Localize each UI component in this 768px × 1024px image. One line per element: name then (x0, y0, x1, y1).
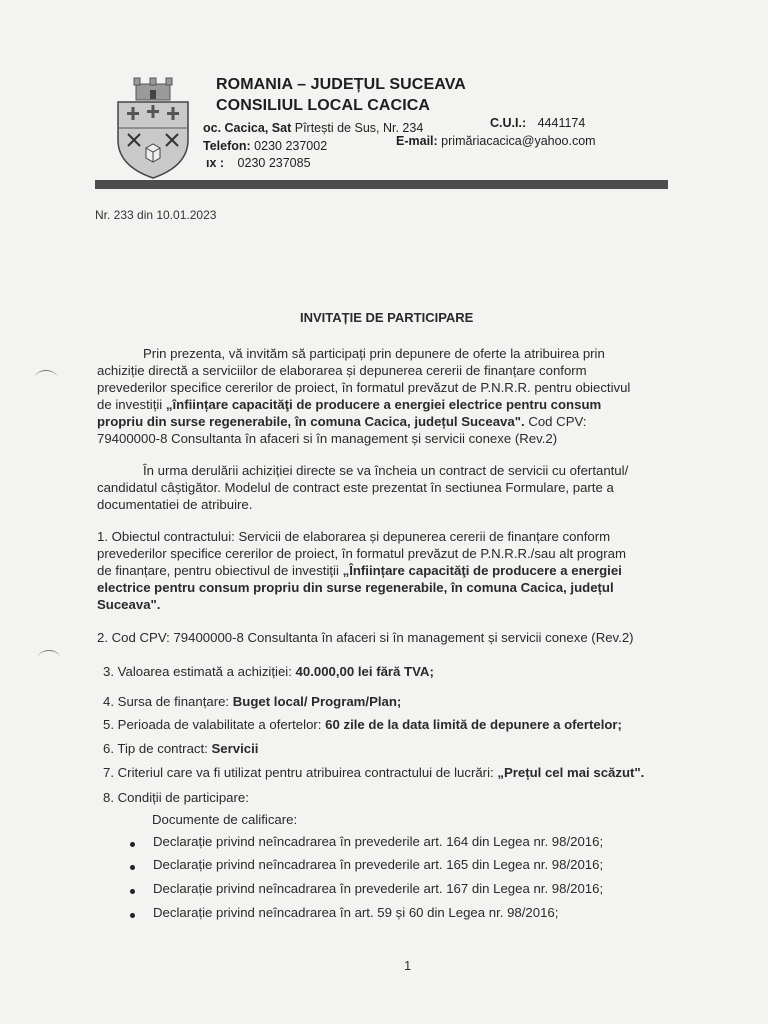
item4-label: 4. Sursa de finanțare: (103, 694, 233, 709)
item1-line-1: 1. Obiectul contractului: Servicii de elaborarea și depunerea cererii de finanțare conform (97, 529, 611, 544)
page-number: 1 (404, 958, 412, 973)
header-divider (95, 180, 668, 189)
item-3-value (103, 664, 434, 679)
phone-value: 0230 237002 (254, 139, 328, 153)
address-value: Pîrtești de Sus, Nr. 234 (294, 121, 424, 135)
item-2-cpv: 2. Cod CPV: 79400000-8 Consultanta în afaceri si în management și servicii conexe (Rev.2) (97, 630, 634, 645)
header-county-title: ROMANIA – JUDEȚUL SUCEAVA (216, 76, 466, 93)
item-1-contract-object (97, 528, 705, 613)
email-value: primăriacacica@yahoo.com (441, 134, 596, 148)
phone-label: Telefon: (203, 139, 251, 153)
qualification-docs-heading: Documente de calificare: (152, 812, 298, 827)
item1-line-3a: de finanțare, pentru obiectivul de investiții (97, 563, 343, 578)
contract-paragraph (97, 462, 705, 513)
address-label: oc. Cacica, Sat (203, 121, 292, 135)
item-7-criterion (103, 765, 644, 780)
item-5-validity (103, 717, 622, 732)
item1-line-3b: „Înființare capacităţi de producere a energiei (342, 563, 622, 578)
header-fax (206, 156, 311, 170)
item6-value: Servicii (211, 741, 259, 756)
bullet-item: Declarație privind neîncadrarea în prevederile art. 167 din Legea nr. 98/2016; (153, 881, 604, 896)
header-phone (203, 139, 327, 153)
item-4-funding (103, 694, 401, 709)
para2-line-1: În urma derulării achiziției directe se va încheia un contract de servicii cu ofertantul/ (143, 463, 629, 478)
item7-label: 7. Criteriul care va fi utilizat pentru atribuirea contractului de lucrări: (103, 765, 498, 780)
email-label: E-mail: (396, 134, 438, 148)
intro-line-5a: propriu din surse regenerabile, în comuna Cacica, județul Suceava". (97, 414, 525, 429)
header-address (203, 121, 423, 135)
punch-hole-mark (38, 650, 60, 665)
item1-line-2: prevederilor specifice cererilor de proiect, în formatul prevăzut de P.N.R.R./sau alt program (97, 546, 626, 561)
item6-label: 6. Tip de contract: (103, 741, 212, 756)
intro-line-4a: de investiții (97, 397, 166, 412)
item1-line-4: electrice pentru consum propriu din surse regenerabile, în comuna Cacica, județul (97, 580, 614, 595)
bullet-item: Declarație privind neîncadrarea în prevederile art. 164 din Legea nr. 98/2016; (153, 834, 604, 849)
header-council-title: CONSILIUL LOCAL CACICA (216, 97, 431, 114)
intro-line-4b: „înființare capacităţi de producere a energiei electrice pentru consum (165, 397, 602, 412)
bullet-icon (130, 913, 135, 918)
bullet-item: Declarație privind neîncadrarea în art. 59 și 60 din Legea nr. 98/2016; (153, 905, 559, 920)
bullet-icon (130, 842, 135, 847)
bullet-item: Declarație privind neîncadrarea în prevederile art. 165 din Legea nr. 98/2016; (153, 857, 604, 872)
item4-value: Buget local/ Program/Plan; (232, 694, 402, 709)
registration-number: Nr. 233 din 10.01.2023 (95, 208, 217, 222)
item1-line-5: Suceava". (97, 597, 161, 612)
item3-label: 3. Valoarea estimată a achiziției: (103, 664, 296, 679)
intro-line-6: 79400000-8 Consultanta în afaceri si în management și servicii conexe (Rev.2) (97, 431, 558, 446)
item5-label: 5. Perioada de valabilitate a ofertelor: (103, 717, 326, 732)
item5-value: 60 zile de la data limită de depunere a ofertelor; (325, 717, 622, 732)
bullet-icon (130, 865, 135, 870)
header-email (396, 134, 596, 148)
coat-of-arms-icon (112, 74, 194, 180)
fax-value: 0230 237085 (237, 156, 311, 170)
para2-line-3: documentatiei de atribuire. (97, 497, 253, 512)
para2-line-2: candidatul câștigător. Modelul de contract este prezentat în sectiunea Formulare, parte a (97, 480, 614, 495)
header-cui (490, 116, 585, 130)
fax-label: ıx : (206, 156, 225, 170)
item-8-conditions: 8. Condiții de participare: (103, 790, 249, 805)
intro-line-3: prevederilor specifice cererilor de proiect, în formatul prevăzut de P.N.R.R. pentru obiectivul (97, 380, 631, 395)
cui-value: 4441174 (537, 116, 586, 130)
cui-label: C.U.I.: (490, 116, 527, 130)
item7-value: „Prețul cel mai scăzut". (497, 765, 645, 780)
item-6-contract-type (103, 741, 258, 756)
bullet-icon (130, 889, 135, 894)
item3-value: 40.000,00 lei fără TVA; (295, 664, 434, 679)
intro-line-1: Prin prezenta, vă invităm să participați prin depunere de oferte la atribuirea prin (143, 346, 605, 361)
document-title: INVITAȚIE DE PARTICIPARE (300, 310, 474, 325)
punch-hole-mark (35, 370, 57, 385)
intro-paragraph (97, 345, 705, 447)
intro-line-5b: Cod CPV: (524, 414, 587, 429)
intro-line-2: achiziție directă a serviciilor de elaborarea și depunerea cererii de finanțare conform (97, 363, 587, 378)
